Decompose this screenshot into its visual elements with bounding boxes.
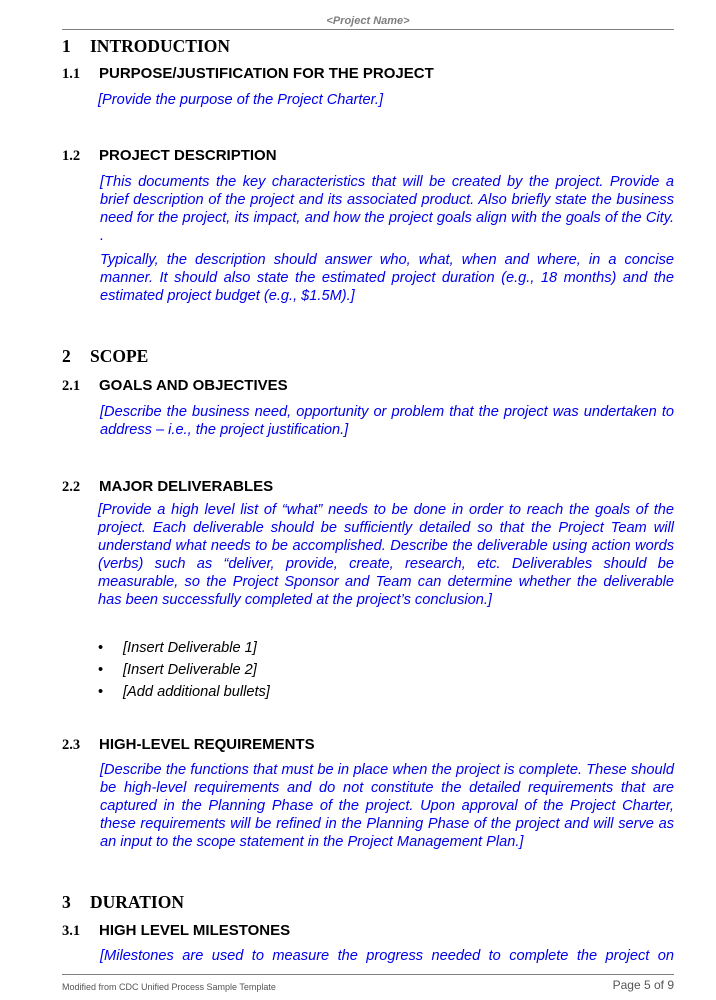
heading-number: 2.2 <box>62 479 81 495</box>
project-description-para-2: Typically, the description should answer who, what, when and where, in a concise manner. It should also state the estimated project duration (e.g., 18 months) and the estimated project budget (e.g., $1.5M).] <box>100 252 674 304</box>
heading-number: 1.1 <box>62 66 81 82</box>
heading-scope <box>62 346 148 366</box>
heading-high-level-requirements <box>62 736 315 754</box>
heading-duration <box>62 892 184 912</box>
deliverables-list <box>98 637 270 703</box>
heading-title: MAJOR DELIVERABLES <box>99 478 274 495</box>
footer-divider <box>62 974 674 975</box>
heading-major-deliverables <box>62 478 273 496</box>
heading-title: GOALS AND OBJECTIVES <box>99 377 288 394</box>
heading-title: HIGH LEVEL MILESTONES <box>99 922 291 939</box>
bullet-icon: • <box>98 684 104 700</box>
heading-title: PROJECT DESCRIPTION <box>99 147 277 164</box>
heading-number: 1 <box>62 36 71 56</box>
heading-purpose-justification <box>62 65 434 83</box>
heading-number: 2 <box>62 346 71 366</box>
bullet-icon: • <box>98 640 104 656</box>
heading-title: DURATION <box>90 892 184 912</box>
heading-number: 2.1 <box>62 378 81 394</box>
heading-project-description <box>62 147 277 165</box>
high-level-requirements-text: [Describe the functions that must be in place when the project is complete. These should be high-level requirements and do not constitute the detailed requirements that are captured in the Planning Phase of the project. Upon approval of the Project Charter, these requirements will be refined in the Planning Phase of the project and will serve as an input to the scope statement in the Project Management Plan.] <box>100 762 674 850</box>
deliverable-3: [Add additional bullets] <box>123 684 270 700</box>
footer-source: Modified from CDC Unified Process Sample Template <box>62 982 276 992</box>
deliverable-1: [Insert Deliverable 1] <box>123 640 257 656</box>
page-number: Page 5 of 9 <box>612 978 674 992</box>
goals-objectives-text: [Describe the business need, opportunity or problem that the project was undertaken to address – i.e., the project justification.] <box>100 404 674 438</box>
heading-title: SCOPE <box>90 346 149 366</box>
heading-number: 3.1 <box>62 923 81 939</box>
heading-high-level-milestones <box>62 922 290 940</box>
heading-number: 3 <box>62 892 71 912</box>
heading-number: 1.2 <box>62 148 81 164</box>
major-deliverables-text: [Provide a high level list of “what” needs to be done in order to reach the goals of the project. Each deliverable should be sufficiently detailed so that the Project Team will understand what needs to be accomplished. Describe the deliverable using action words (verbs) such as “deliver, provide, create, research, etc. Deliverables should be measurable, so the Project Sponsor and Team can determine whether the deliverable has been successfully completed at the project’s conclusion.] <box>98 502 674 608</box>
heading-introduction <box>62 36 230 56</box>
bullet-icon: • <box>98 662 104 678</box>
heading-number: 2.3 <box>62 737 81 753</box>
page-header-project-name: <Project Name> <box>62 14 674 30</box>
deliverable-2: [Insert Deliverable 2] <box>123 662 257 678</box>
project-description-para-1: [This documents the key characteristics that will be created by the project. Provide a brief description of the project and its associated product. Also briefly state the business need for the project, its impact, and how the project goals align with the goals of the City. . <box>100 174 674 244</box>
list-item <box>98 681 270 703</box>
heading-goals-objectives <box>62 377 288 395</box>
heading-title: PURPOSE/JUSTIFICATION FOR THE PROJECT <box>99 65 434 82</box>
list-item <box>98 659 270 681</box>
purpose-text: [Provide the purpose of the Project Charter.] <box>98 92 383 108</box>
heading-title: INTRODUCTION <box>90 36 231 56</box>
high-level-milestones-text: [Milestones are used to measure the progress needed to complete the project on <box>100 948 674 964</box>
heading-title: HIGH-LEVEL REQUIREMENTS <box>99 736 315 753</box>
list-item <box>98 637 270 659</box>
